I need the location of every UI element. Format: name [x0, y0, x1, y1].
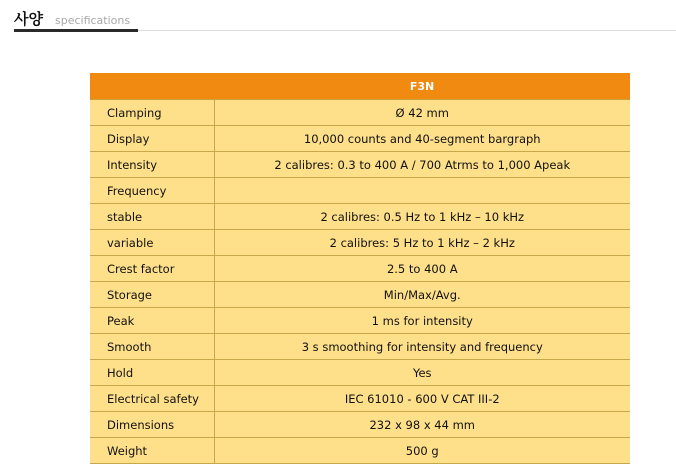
table-row: [90, 100, 630, 126]
table-row: [90, 204, 630, 230]
specifications-table: [90, 73, 630, 464]
table-row: [90, 308, 630, 334]
spec-value: 3 s smoothing for intensity and frequency: [214, 334, 630, 360]
spec-label: variable: [90, 230, 214, 256]
spec-label: stable: [90, 204, 214, 230]
table-row: [90, 152, 630, 178]
spec-label: Peak: [90, 308, 214, 334]
spec-label: Crest factor: [90, 256, 214, 282]
section-subtitle: specifications: [55, 14, 131, 27]
spec-label: Weight: [90, 438, 214, 464]
section-title: 사양: [14, 10, 43, 28]
spec-value: 2 calibres: 0.3 to 400 A / 700 Atrms to 1,000 Apeak: [214, 152, 630, 178]
spec-value: 2 calibres: 0.5 Hz to 1 kHz – 10 kHz: [214, 204, 630, 230]
spec-label: Intensity: [90, 152, 214, 178]
table-header-row: [90, 73, 630, 100]
spec-value: 232 x 98 x 44 mm: [214, 412, 630, 438]
table-row: [90, 412, 630, 438]
spec-label: Smooth: [90, 334, 214, 360]
spec-value: 1 ms for intensity: [214, 308, 630, 334]
spec-label: Hold: [90, 360, 214, 386]
spec-value: 2 calibres: 5 Hz to 1 kHz – 2 kHz: [214, 230, 630, 256]
spec-value: 500 g: [214, 438, 630, 464]
table-row: [90, 438, 630, 464]
table-row: [90, 282, 630, 308]
spec-label: Clamping: [90, 100, 214, 126]
spec-value: Yes: [214, 360, 630, 386]
table-row: [90, 256, 630, 282]
spec-value: IEC 61010 - 600 V CAT III-2: [214, 386, 630, 412]
spec-label: Storage: [90, 282, 214, 308]
spec-label: Electrical safety: [90, 386, 214, 412]
spec-value: 10,000 counts and 40-segment bargraph: [214, 126, 630, 152]
section-header: [14, 10, 676, 34]
table-row: [90, 386, 630, 412]
spec-value: 2.5 to 400 A: [214, 256, 630, 282]
spec-label: Frequency: [90, 178, 214, 204]
table-row: [90, 230, 630, 256]
model-header: F3N: [214, 73, 630, 100]
table-row: [90, 334, 630, 360]
spec-label: Dimensions: [90, 412, 214, 438]
spec-value: [214, 178, 630, 204]
table-row: [90, 178, 630, 204]
table-row: [90, 360, 630, 386]
spec-value: Ø 42 mm: [214, 100, 630, 126]
header-corner-cell: [90, 73, 214, 100]
spec-value: Min/Max/Avg.: [214, 282, 630, 308]
spec-label: Display: [90, 126, 214, 152]
table-row: [90, 126, 630, 152]
header-underline: [14, 29, 138, 32]
